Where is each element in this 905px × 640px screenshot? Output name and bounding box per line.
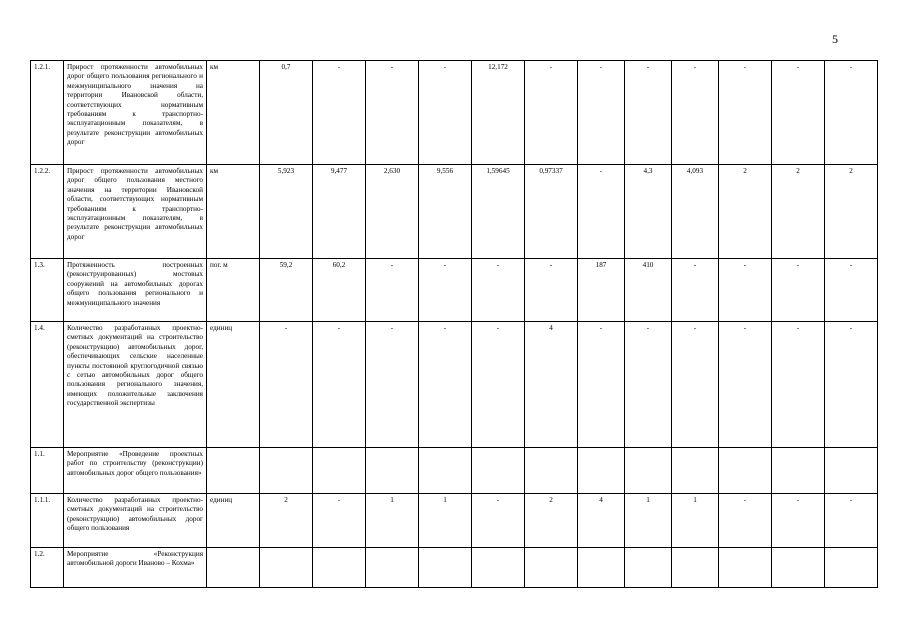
value-cell	[472, 448, 525, 494]
value-cell: -	[366, 259, 419, 322]
value-cell: 2	[825, 165, 878, 259]
table-row	[31, 165, 878, 259]
value-cell: -	[719, 61, 772, 165]
row-unit	[207, 548, 260, 588]
value-cell	[419, 448, 472, 494]
value-cell: -	[625, 61, 672, 165]
value-cell	[578, 548, 625, 588]
value-cell	[260, 448, 313, 494]
value-cell: 4,093	[672, 165, 719, 259]
value-cell: -	[772, 494, 825, 548]
row-number: 1.1.1.	[31, 494, 64, 548]
row-number: 1.4.	[31, 322, 64, 448]
value-cell: 410	[625, 259, 672, 322]
value-cell: -	[260, 322, 313, 448]
value-cell: -	[313, 61, 366, 165]
value-cell: -	[313, 322, 366, 448]
value-cell	[366, 548, 419, 588]
value-cell: -	[772, 322, 825, 448]
table-row	[31, 494, 878, 548]
row-number: 1.1.	[31, 448, 64, 494]
value-cell: -	[719, 322, 772, 448]
value-cell: -	[672, 259, 719, 322]
value-cell	[260, 548, 313, 588]
row-name: Прирост протяженности автомобильных дорог общего пользования регионального и межмуниципального значения на территории Ивановской области, соответствующих нормативным требованиям к транспортно-эксплуатационным показателям, в результате реконструкции автомобильных дорог	[64, 61, 207, 165]
value-cell	[672, 448, 719, 494]
value-cell	[313, 448, 366, 494]
row-unit: км	[207, 61, 260, 165]
row-name: Количество разработанных проектно-сметных документаций на строительство (реконструкцию) автомобильных дорог, обеспечивающих сельские населенные пункты постоянной круглогодичной связью с сетью автомобильных дорог общего пользования регионального значения, имеющих положительные заключения государственной экспертизы	[64, 322, 207, 448]
value-cell: 187	[578, 259, 625, 322]
page-number: 5	[832, 32, 838, 46]
value-cell: 2	[260, 494, 313, 548]
row-number: 1.2.2.	[31, 165, 64, 259]
value-cell: 5,923	[260, 165, 313, 259]
value-cell	[625, 548, 672, 588]
row-name: Протяженность построенных (реконструированных) мостовых сооружений на автомобильных дорогах общего пользования регионального и межмуниципального значения	[64, 259, 207, 322]
value-cell: 9,477	[313, 165, 366, 259]
table-row	[31, 322, 878, 448]
row-unit	[207, 448, 260, 494]
row-unit: пог. м	[207, 259, 260, 322]
value-cell: 1	[366, 494, 419, 548]
value-cell: -	[825, 322, 878, 448]
row-name: Мероприятие «Реконструкция автомобильной дороги Иваново – Кохма»	[64, 548, 207, 588]
value-cell	[525, 448, 578, 494]
value-cell: -	[719, 259, 772, 322]
value-cell: 0,97337	[525, 165, 578, 259]
row-name: Количество разработанных проектно-сметных документаций на строительство (реконструкцию) автомобильных дорог общего пользования	[64, 494, 207, 548]
value-cell	[366, 448, 419, 494]
value-cell: -	[419, 322, 472, 448]
value-cell: -	[366, 322, 419, 448]
value-cell: -	[419, 61, 472, 165]
value-cell: -	[472, 494, 525, 548]
value-cell: -	[578, 165, 625, 259]
value-cell: -	[719, 494, 772, 548]
table-row	[31, 548, 878, 588]
row-name: Прирост протяженности автомобильных дорог общего пользования местного значения на территории Ивановской области, соответствующих нормативным требованиям к транспортно-эксплуатационным показателям, в результате реконструкции автомобильных дорог	[64, 165, 207, 259]
value-cell: 4,3	[625, 165, 672, 259]
value-cell	[625, 448, 672, 494]
value-cell	[419, 548, 472, 588]
value-cell: 4	[525, 322, 578, 448]
value-cell	[525, 548, 578, 588]
value-cell: 0,7	[260, 61, 313, 165]
value-cell: 1,59645	[472, 165, 525, 259]
value-cell: 1	[672, 494, 719, 548]
value-cell	[772, 448, 825, 494]
value-cell: -	[472, 322, 525, 448]
value-cell	[313, 548, 366, 588]
table-row	[31, 259, 878, 322]
value-cell: -	[525, 61, 578, 165]
row-number: 1.2.	[31, 548, 64, 588]
value-cell: -	[672, 322, 719, 448]
table-row	[31, 61, 878, 165]
value-cell: -	[472, 259, 525, 322]
indicators-table	[30, 60, 878, 588]
value-cell: 2,630	[366, 165, 419, 259]
value-cell: 2	[772, 165, 825, 259]
value-cell	[719, 448, 772, 494]
value-cell: -	[772, 259, 825, 322]
row-unit: км	[207, 165, 260, 259]
row-unit: единиц	[207, 322, 260, 448]
value-cell: 59,2	[260, 259, 313, 322]
value-cell: -	[525, 259, 578, 322]
value-cell: 12,172	[472, 61, 525, 165]
value-cell: 9,556	[419, 165, 472, 259]
value-cell: -	[366, 61, 419, 165]
value-cell	[825, 448, 878, 494]
value-cell	[472, 548, 525, 588]
value-cell: 2	[525, 494, 578, 548]
value-cell: -	[672, 61, 719, 165]
value-cell: -	[578, 322, 625, 448]
value-cell: -	[419, 259, 472, 322]
value-cell: -	[772, 61, 825, 165]
row-number: 1.3.	[31, 259, 64, 322]
value-cell: 1	[419, 494, 472, 548]
row-name: Мероприятие «Проведение проектных работ по строительству (реконструкции) автомобильных дорог общего пользования»	[64, 448, 207, 494]
value-cell: -	[825, 259, 878, 322]
value-cell: -	[825, 494, 878, 548]
value-cell	[719, 548, 772, 588]
value-cell: 1	[625, 494, 672, 548]
row-number: 1.2.1.	[31, 61, 64, 165]
value-cell	[825, 548, 878, 588]
value-cell: 4	[578, 494, 625, 548]
value-cell	[578, 448, 625, 494]
value-cell: -	[578, 61, 625, 165]
value-cell: 60,2	[313, 259, 366, 322]
value-cell	[672, 548, 719, 588]
value-cell: -	[313, 494, 366, 548]
value-cell: -	[625, 322, 672, 448]
table-row	[31, 448, 878, 494]
value-cell	[772, 548, 825, 588]
row-unit: единиц	[207, 494, 260, 548]
value-cell: 2	[719, 165, 772, 259]
value-cell: -	[825, 61, 878, 165]
